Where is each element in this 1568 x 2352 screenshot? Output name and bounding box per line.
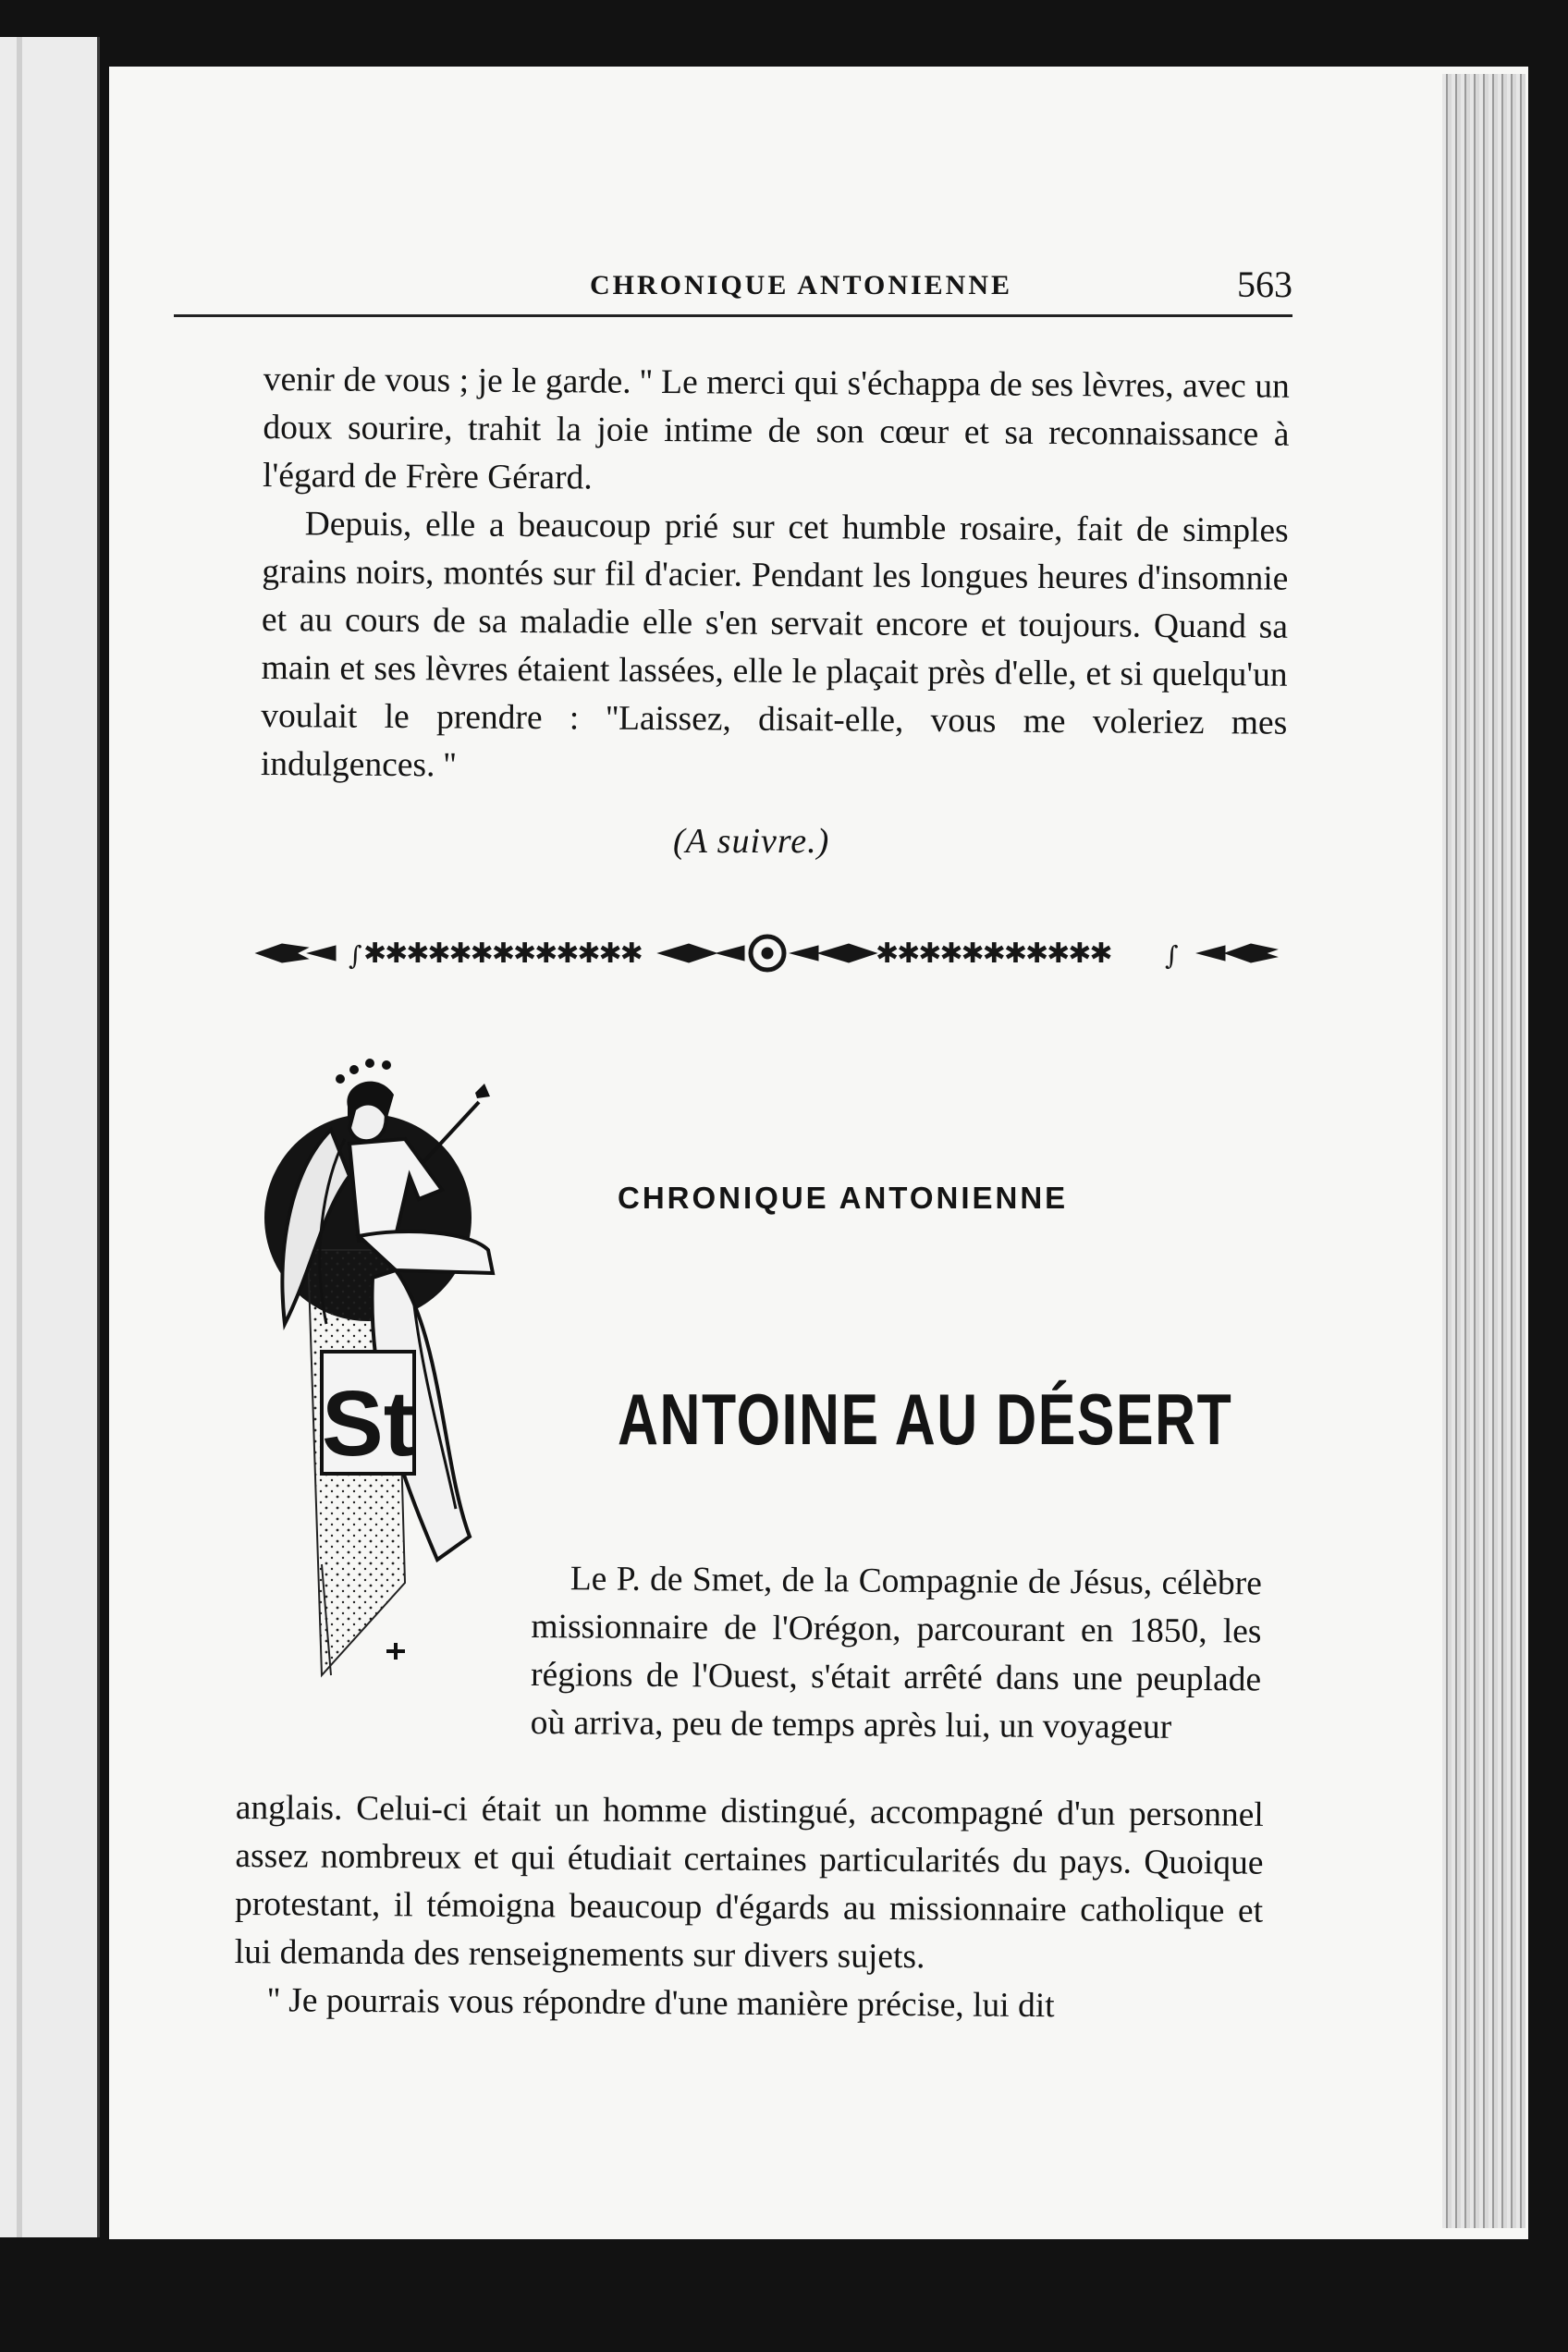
ornamental-divider	[254, 920, 1280, 985]
continued-text	[261, 356, 1290, 796]
saint-anthony-vignette	[257, 1028, 544, 1684]
facing-page-edge	[0, 37, 100, 2237]
to-follow-note: (A suivre.)	[673, 822, 830, 861]
svg-text:∫: ∫	[1165, 940, 1179, 971]
paragraph: Le P. de Smet, de la Compagnie de Jésus, célèbre missionnaire de l'Orégon, parcourant en 1850, les régions de l'Ouest, s'était arrêté dans une peuplade où arriva, peu de temps après lui, un voyageur	[530, 1560, 1262, 1746]
paragraph: venir de vous ; je le garde. '' Le merci qui s'échappa de ses lèvres, avec un doux sourire, trahit la joie intime de son cœur et sa reconnaissance à l'égard de Frère Gérard.	[262, 360, 1290, 497]
article-title: ANTOINE AU DÉSERT	[618, 1378, 1233, 1460]
running-head	[174, 263, 1292, 317]
article-intro	[531, 1555, 1262, 1753]
article-body	[234, 1784, 1264, 2032]
svg-text:✱✱✱✱✱✱✱✱✱✱✱: ✱✱✱✱✱✱✱✱✱✱✱	[876, 937, 1111, 970]
page-stack-edge	[1442, 74, 1525, 2228]
running-title: CHRONIQUE ANTONIENNE	[590, 270, 1013, 300]
svg-text:∫: ∫	[349, 940, 362, 971]
paragraph: Depuis, elle a beaucoup prié sur cet humble rosaire, fait de simples grains noirs, montés sur fil d'acier. Pendant les longues heures d'insomnie et au cours de sa maladie elle s'en servait encore et toujours. Quand sa main et ses lèvres étaient lassées, elle le plaçait près d'elle, et si quelqu'un voulait le prendre : ''Laissez, disait-elle, vous me voleriez mes indulgences. ''	[260, 505, 1289, 785]
page-number: 563	[1237, 263, 1292, 305]
paragraph: anglais. Celui-ci était un homme distingué, accompagné d'un personnel assez nombreux et qui étudiait certaines particularités du pays. Quoique protestant, il témoigna beaucoup d'égards au missionnaire catholique et lui demanda des renseignements sur divers sujets.	[234, 1788, 1264, 1977]
section-heading: CHRONIQUE ANTONIENNE	[618, 1181, 1069, 1215]
paragraph: '' Je pourrais vous répondre d'une manière précise, lui dit	[267, 1981, 1055, 2026]
vignette-initials: St	[322, 1372, 414, 1476]
svg-text:✱✱✱✱✱✱✱✱✱✱✱✱✱: ✱✱✱✱✱✱✱✱✱✱✱✱✱	[363, 937, 642, 970]
